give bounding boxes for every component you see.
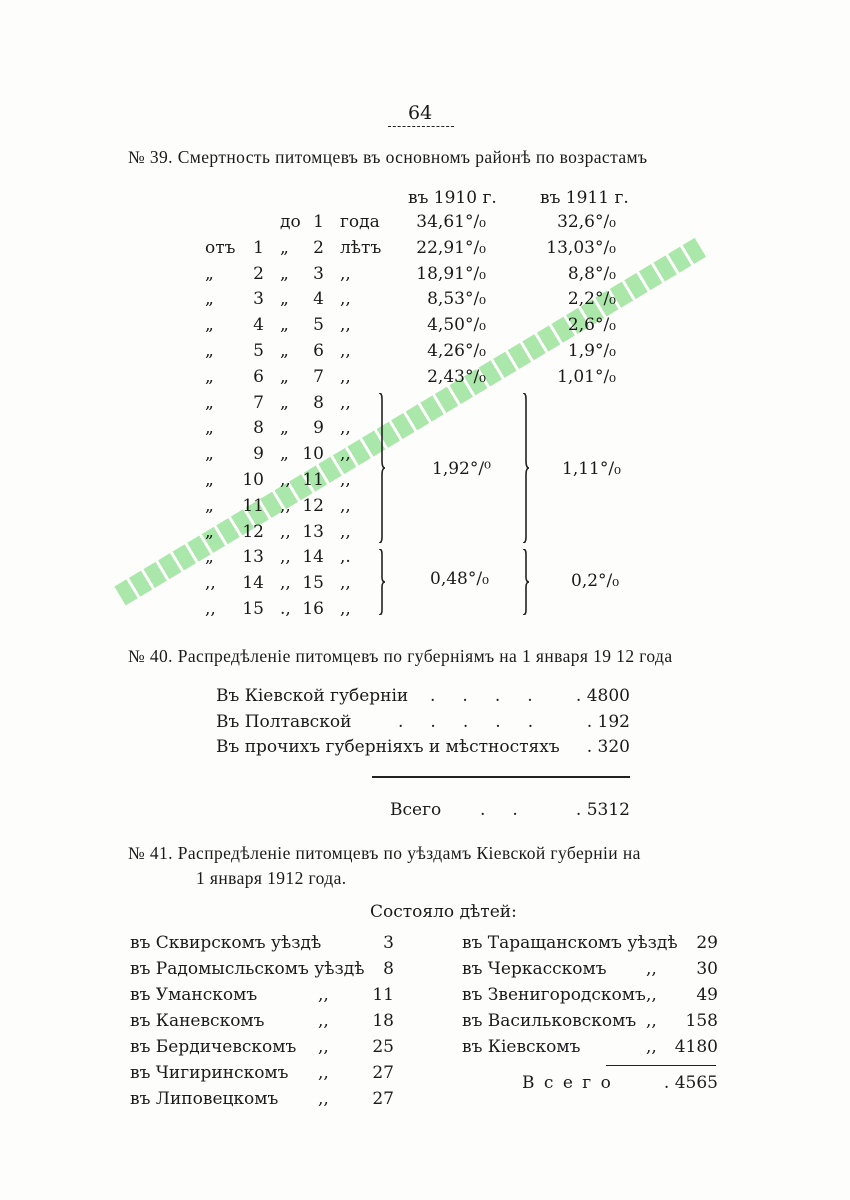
row-prefix: „ — [205, 341, 214, 361]
district-label: въ Черкасскомъ — [462, 959, 607, 979]
table41-total-label: В с е г о — [522, 1073, 613, 1093]
district-label: въ Бердичевскомъ — [130, 1037, 297, 1057]
row-value-1911: 8,8°/₀ — [567, 264, 616, 284]
row-value-1910: 2,43°/₀ — [427, 367, 486, 387]
province-value: . 320 — [586, 737, 630, 757]
district-label: въ Каневскомъ — [130, 1011, 265, 1031]
row-ditto: ,, — [280, 496, 291, 516]
row-value-1911: 2,6°/₀ — [567, 315, 616, 335]
district-ditto: ,, — [646, 985, 657, 1005]
brace-group1-right — [520, 393, 530, 543]
row-unit: лѣтъ — [340, 238, 382, 258]
row-from-age: 10 — [242, 470, 264, 490]
row-value-1910: 4,50°/₀ — [427, 315, 486, 335]
row-ditto: до — [280, 212, 301, 232]
district-value: 18 — [372, 1011, 394, 1031]
district-label: въ Кіевскомъ — [462, 1037, 581, 1057]
page-number-rule — [388, 126, 454, 127]
row-to-age: 2 — [313, 238, 324, 258]
province-value: . 4800 — [575, 686, 630, 706]
district-label: въ Звенигородскомъ — [462, 985, 646, 1005]
brace-group2-right — [520, 549, 530, 615]
row-unit: ,, — [340, 341, 351, 361]
row-prefix: ,, — [205, 599, 216, 619]
district-value: 8 — [383, 959, 394, 979]
table41-heading-line1: № 41. Распредѣленіе питомцевъ по уѣздамъ Кіевской губерніи на — [128, 843, 641, 863]
row-unit: ,, — [340, 264, 351, 284]
row-to-age: 6 — [313, 341, 324, 361]
row-to-age: 5 — [313, 315, 324, 335]
district-value: 27 — [372, 1063, 394, 1083]
row-value-1911: 13,03°/₀ — [546, 238, 616, 258]
group2-1911: 0,2°/₀ — [571, 571, 620, 591]
district-value: 4180 — [674, 1037, 718, 1057]
row-value-1911: 2,2°/₀ — [567, 289, 616, 309]
row-to-age: 4 — [313, 289, 324, 309]
row-from-age: 9 — [253, 444, 264, 464]
row-value-1910: 18,91°/₀ — [416, 264, 486, 284]
district-ditto: ,, — [646, 1037, 657, 1057]
district-value: 27 — [372, 1089, 394, 1109]
row-from-age: 1 — [253, 238, 264, 258]
district-label: въ Васильковскомъ — [462, 1011, 637, 1031]
row-ditto: ,, — [280, 547, 291, 567]
row-to-age: 10 — [302, 444, 324, 464]
district-label: въ Радомысльскомъ уѣздѣ — [130, 959, 365, 979]
province-label: Въ Кіевской губерніи — [216, 686, 409, 706]
row-ditto: „ — [280, 444, 289, 464]
district-label: въ Уманскомъ — [130, 985, 258, 1005]
province-label: Въ Полтавской — [216, 712, 352, 732]
row-unit: ,, — [340, 470, 351, 490]
table40-total-label: Всего — [390, 800, 442, 820]
row-prefix: „ — [205, 367, 214, 387]
row-prefix: „ — [205, 418, 214, 438]
row-to-age: 12 — [302, 496, 324, 516]
row-from-age: 11 — [242, 496, 264, 516]
table40-total-rule — [372, 776, 630, 778]
row-ditto: „ — [280, 264, 289, 284]
row-to-age: 7 — [313, 367, 324, 387]
table40-total-dots: . . — [480, 800, 518, 820]
table41-heading-line2: 1 января 1912 года. — [196, 868, 347, 888]
district-value: 3 — [383, 933, 394, 953]
province-value: . 192 — [586, 712, 630, 732]
row-ditto: „ — [280, 393, 289, 413]
row-ditto: ,, — [280, 573, 291, 593]
brace-group2-left — [376, 549, 386, 615]
group1-1910: 1,92°/⁰ — [432, 459, 491, 479]
district-value: 158 — [685, 1011, 718, 1031]
row-ditto: ,, — [280, 522, 291, 542]
row-from-age: 8 — [253, 418, 264, 438]
table39-heading: № 39. Смертность питомцевъ въ основномъ районѣ по возрастамъ — [128, 147, 648, 167]
row-to-age: 9 — [313, 418, 324, 438]
row-prefix: „ — [205, 522, 214, 542]
row-value-1910: 22,91°/₀ — [416, 238, 486, 258]
district-ditto: ,, — [318, 1011, 329, 1031]
row-from-age: 5 — [253, 341, 264, 361]
row-unit: ,, — [340, 315, 351, 335]
district-value: 49 — [696, 985, 718, 1005]
row-prefix: ,, — [205, 573, 216, 593]
row-ditto: „ — [280, 418, 289, 438]
row-from-age: 4 — [253, 315, 264, 335]
row-unit: ,, — [340, 418, 351, 438]
table41-subheading: Состояло дѣтей: — [370, 902, 517, 922]
province-dots: . . . . — [430, 686, 533, 706]
row-value-1910: 4,26°/₀ — [427, 341, 486, 361]
row-unit: ,. — [340, 547, 351, 567]
page-number: 64 — [408, 102, 433, 124]
district-ditto: ,, — [318, 1037, 329, 1057]
row-from-age: 6 — [253, 367, 264, 387]
row-to-age: 1 — [313, 212, 324, 232]
row-to-age: 14 — [302, 547, 324, 567]
row-from-age: 7 — [253, 393, 264, 413]
district-ditto: ,, — [318, 1063, 329, 1083]
row-unit: ,, — [340, 393, 351, 413]
table41-total-rule — [606, 1065, 716, 1066]
row-ditto: ., — [280, 599, 291, 619]
table40-total-value: . 5312 — [575, 800, 630, 820]
row-ditto: „ — [280, 315, 289, 335]
group1-1911: 1,11°/₀ — [562, 459, 621, 479]
row-value-1910: 8,53°/₀ — [427, 289, 486, 309]
row-prefix: „ — [205, 315, 214, 335]
row-unit: ,, — [340, 496, 351, 516]
row-to-age: 13 — [302, 522, 324, 542]
row-from-age: 15 — [242, 599, 264, 619]
table40-heading: № 40. Распредѣленіе питомцевъ по губерніямъ на 1 января 19 12 года — [128, 646, 673, 666]
row-to-age: 11 — [302, 470, 324, 490]
district-ditto: ,, — [318, 1089, 329, 1109]
row-prefix: „ — [205, 496, 214, 516]
row-value-1911: 32,6°/₀ — [557, 212, 616, 232]
row-from-age: 3 — [253, 289, 264, 309]
row-prefix: „ — [205, 289, 214, 309]
row-unit: ,, — [340, 289, 351, 309]
district-value: 30 — [696, 959, 718, 979]
district-ditto: ,, — [646, 959, 657, 979]
row-to-age: 8 — [313, 393, 324, 413]
row-from-age: 13 — [242, 547, 264, 567]
row-value-1911: 1,01°/₀ — [557, 367, 616, 387]
row-unit: ,, — [340, 599, 351, 619]
row-prefix: отъ — [205, 238, 236, 258]
row-prefix: „ — [205, 470, 214, 490]
province-dots: . . . . . — [398, 712, 534, 732]
district-label: въ Липовецкомъ — [130, 1089, 279, 1109]
row-ditto: „ — [280, 341, 289, 361]
row-from-age: 2 — [253, 264, 264, 284]
row-unit: ,, — [340, 522, 351, 542]
district-label: въ Чигиринскомъ — [130, 1063, 289, 1083]
row-prefix: „ — [205, 444, 214, 464]
row-prefix: „ — [205, 264, 214, 284]
row-unit: года — [340, 212, 380, 232]
district-label: въ Сквирскомъ уѣздѣ — [130, 933, 322, 953]
table41-total-value: . 4565 — [663, 1073, 718, 1093]
row-prefix: „ — [205, 547, 214, 567]
row-ditto: „ — [280, 238, 289, 258]
row-from-age: 12 — [242, 522, 264, 542]
district-ditto: ,, — [646, 1011, 657, 1031]
row-ditto: ,, — [280, 470, 291, 490]
row-ditto: „ — [280, 367, 289, 387]
row-to-age: 15 — [302, 573, 324, 593]
row-ditto: „ — [280, 289, 289, 309]
district-value: 25 — [372, 1037, 394, 1057]
district-value: 29 — [696, 933, 718, 953]
province-label: Въ прочихъ губерніяхъ и мѣстностяхъ — [216, 737, 560, 757]
table39-col-1910: въ 1910 г. — [408, 188, 497, 208]
district-ditto: ,, — [318, 985, 329, 1005]
row-from-age: 14 — [242, 573, 264, 593]
district-label: въ Таращанскомъ уѣздѣ — [462, 933, 678, 953]
row-value-1911: 1,9°/₀ — [567, 341, 616, 361]
row-to-age: 3 — [313, 264, 324, 284]
brace-group1-left — [376, 393, 386, 543]
group2-1910: 0,48°/₀ — [430, 569, 489, 589]
row-unit: ,, — [340, 573, 351, 593]
row-unit: ,, — [340, 367, 351, 387]
row-to-age: 16 — [302, 599, 324, 619]
row-unit: ,, — [340, 444, 351, 464]
district-value: 11 — [372, 985, 394, 1005]
table39-col-1911: въ 1911 г. — [540, 188, 629, 208]
row-value-1910: 34,61°/₀ — [416, 212, 486, 232]
row-prefix: „ — [205, 393, 214, 413]
